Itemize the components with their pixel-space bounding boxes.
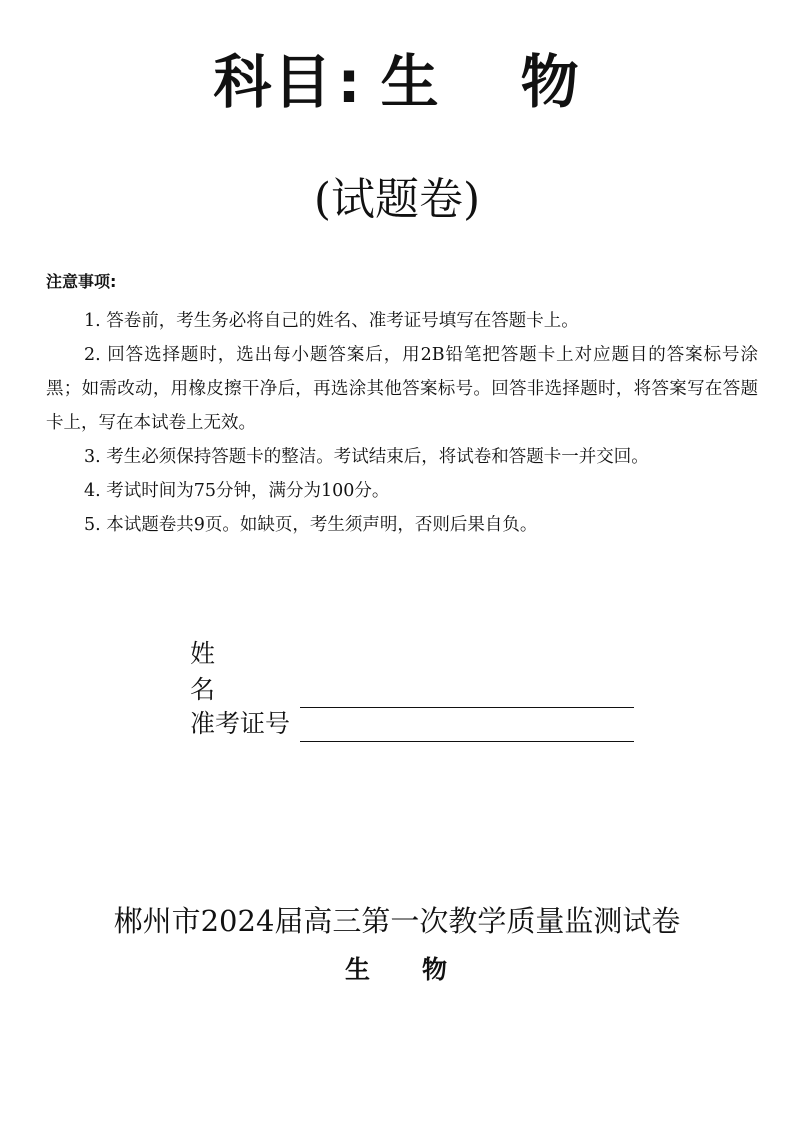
exam-title: 郴州市2024届高三第一次教学质量监测试卷: [113, 904, 681, 938]
name-field-row: [190, 636, 634, 708]
notice-item-2: 2. 回答选择题时，选出每小题答案后，用2B铅笔把答题卡上对应题目的答案标号涂黑；如需改动，用橡皮擦干净后，再选涂其他答案标号。回答非选择题时，将答案写在答题卡上，写在本试卷上无效。: [46, 345, 758, 433]
footer-subject: [0, 952, 794, 988]
name-field-label: 姓名: [190, 639, 271, 704]
subject-char-2: 物: [520, 48, 581, 116]
notice-heading: 注意事项:: [46, 272, 117, 291]
notice-list: [46, 304, 758, 542]
subject-char-1: 生: [380, 48, 441, 116]
notice-item-1: 1. 答卷前，考生务必将自己的姓名、准考证号填写在答题卡上。: [84, 311, 579, 331]
paper-type-title: (试题卷): [313, 174, 481, 225]
name-field-line[interactable]: [300, 677, 634, 708]
subject-label: 科目: [213, 48, 334, 116]
notice-item-5: 5. 本试题卷共9页。如缺页，考生须声明，否则后果自负。: [84, 515, 538, 535]
footer-subject-char-1: 生: [344, 955, 372, 984]
footer-subject-char-2: 物: [422, 955, 450, 984]
exam-id-field-line[interactable]: [300, 711, 634, 742]
notice-item-3: 3. 考生必须保持答题卡的整洁。考试结束后，将试卷和答题卡一并交回。: [84, 447, 649, 467]
subject-colon: :: [337, 48, 363, 116]
exam-id-field-label: 准考证号: [190, 709, 291, 738]
exam-id-field-row: [190, 706, 634, 742]
notice-item-4: 4. 考试时间为75分钟，满分为100分。: [84, 481, 390, 501]
subject-title: [0, 42, 794, 122]
